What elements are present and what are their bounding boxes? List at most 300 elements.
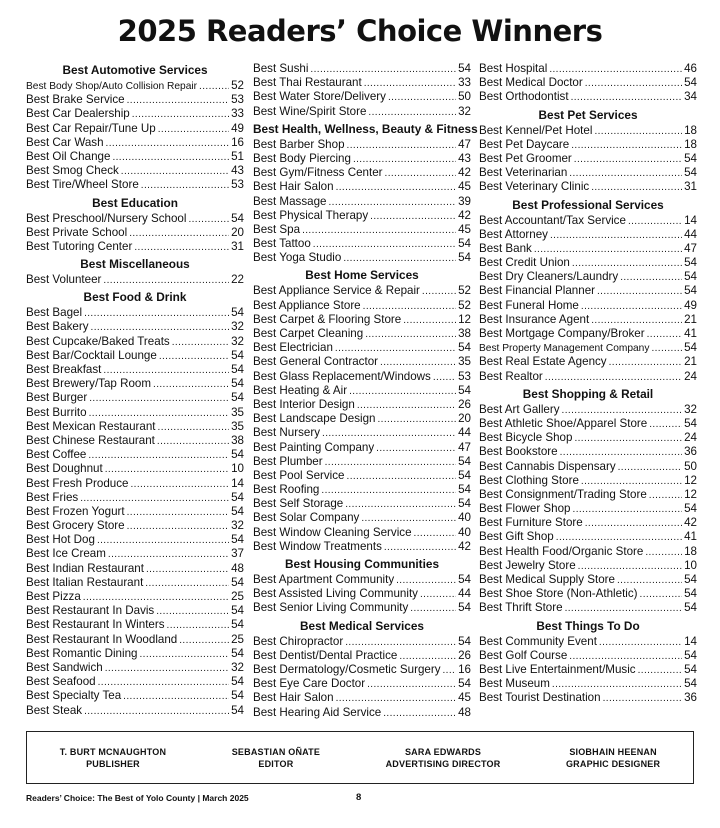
page-reference: 18 xyxy=(684,137,697,151)
dot-leader xyxy=(414,527,457,540)
staff-name: T. BURT MCNAUGHTON xyxy=(59,746,167,757)
page-reference: 20 xyxy=(231,225,244,239)
dot-leader xyxy=(158,123,229,136)
award-entry xyxy=(26,136,244,150)
category-heading: Best Health, Wellness, Beauty & Fitness xyxy=(253,121,478,136)
page-reference: 53 xyxy=(231,178,244,192)
category-heading: Best Housing Communities xyxy=(284,557,440,571)
award-category-label: Best Gym/Fitness Center xyxy=(253,166,383,180)
award-category-label: Best Accountant/Tax Service xyxy=(479,213,626,227)
dot-leader xyxy=(550,229,682,242)
award-category-label: Best Hot Dog xyxy=(26,533,95,547)
dot-leader xyxy=(98,676,229,689)
page-reference: 54 xyxy=(684,677,697,691)
page-reference: 34 xyxy=(684,90,697,104)
award-category-label: Best Car Dealership xyxy=(26,107,130,121)
dot-leader xyxy=(364,77,456,90)
award-category-label: Best Pet Daycare xyxy=(479,137,570,151)
dot-leader xyxy=(172,336,229,349)
page-reference: 54 xyxy=(684,166,697,180)
award-category-label: Best Medical Supply Store xyxy=(479,573,615,586)
category-heading: Best Education xyxy=(92,195,178,210)
staff-name: SIOBHAIN HEENAN xyxy=(569,746,657,757)
award-entry xyxy=(253,412,471,426)
page-number: 8 xyxy=(356,792,362,803)
award-entry xyxy=(253,180,471,194)
page-reference: 54 xyxy=(231,211,244,225)
page-reference: 51 xyxy=(231,149,244,163)
dot-leader xyxy=(80,492,229,505)
page-reference: 54 xyxy=(684,662,697,676)
page-reference: 44 xyxy=(458,587,471,601)
page-reference: 45 xyxy=(458,691,471,705)
award-category-label: Best Window Treatments xyxy=(253,539,382,553)
award-category-label: Best Steak xyxy=(26,703,83,717)
dot-leader xyxy=(638,664,683,677)
dot-leader xyxy=(420,588,456,601)
dot-leader xyxy=(84,705,229,718)
page-reference: 54 xyxy=(231,646,244,660)
page-reference: 54 xyxy=(458,497,471,511)
award-entry xyxy=(253,469,471,483)
award-entry xyxy=(253,251,471,265)
award-category-label: Best Pizza xyxy=(26,590,81,603)
award-category-label: Best Romantic Dining xyxy=(26,646,138,660)
award-entry xyxy=(479,545,697,559)
dot-leader xyxy=(153,378,229,391)
page-reference: 48 xyxy=(458,705,471,719)
dot-leader xyxy=(384,541,456,554)
award-entry xyxy=(253,341,471,355)
award-category-label: Best Specialty Tea xyxy=(26,689,122,703)
dot-leader xyxy=(410,602,456,615)
dot-leader xyxy=(649,489,682,502)
page-reference: 45 xyxy=(458,180,471,194)
award-category-label: Best Furniture Store xyxy=(479,516,583,530)
dot-leader xyxy=(363,300,456,313)
page-reference: 54 xyxy=(684,502,697,516)
award-entry xyxy=(253,511,471,525)
award-category-label: Best Pool Service xyxy=(253,468,345,482)
award-entry xyxy=(253,384,471,398)
award-category-label: Best Body Shop/Auto Collision Repair xyxy=(26,81,198,92)
dot-leader xyxy=(105,662,229,675)
award-entry xyxy=(479,488,697,502)
page-reference: 35 xyxy=(231,405,244,419)
award-entry xyxy=(479,417,697,431)
award-entry xyxy=(253,152,471,166)
page-reference: 14 xyxy=(231,476,244,490)
page-reference: 49 xyxy=(231,121,244,135)
page-reference: 44 xyxy=(458,426,471,440)
dot-leader xyxy=(380,356,456,369)
award-entry xyxy=(479,242,697,256)
page-reference: 33 xyxy=(231,107,244,121)
award-category-label: Best Frozen Yogurt xyxy=(26,504,125,518)
award-entry xyxy=(479,256,697,270)
dot-leader xyxy=(573,503,683,516)
award-entry xyxy=(253,677,471,691)
award-entry xyxy=(26,462,244,476)
dot-leader xyxy=(585,517,682,530)
page-reference: 32 xyxy=(458,104,471,118)
staff-credit xyxy=(232,746,320,770)
dot-leader xyxy=(127,506,229,519)
page-reference: 14 xyxy=(684,213,697,227)
award-entry xyxy=(479,138,697,152)
award-category-label: Best Wine/Spirit Store xyxy=(253,104,367,118)
page-reference: 54 xyxy=(458,62,471,75)
award-category-label: Best Financial Planner xyxy=(479,284,595,298)
award-category-label: Best Museum xyxy=(479,677,550,691)
award-category-label: Best Roofing xyxy=(253,483,320,497)
award-entry xyxy=(253,166,471,180)
dot-leader xyxy=(562,404,683,417)
award-category-label: Best Smog Check xyxy=(26,164,119,178)
award-category-label: Best Eye Care Doctor xyxy=(253,677,366,691)
dot-leader xyxy=(343,252,456,265)
dot-leader xyxy=(103,364,229,377)
award-entry xyxy=(479,431,697,445)
award-entry xyxy=(253,526,471,540)
page-title: 2025 Readers’ Choice Winners xyxy=(117,14,603,48)
page-reference: 42 xyxy=(458,208,471,222)
page-reference: 16 xyxy=(458,662,471,676)
category-heading: Best Miscellaneous xyxy=(80,257,190,272)
dot-leader xyxy=(347,139,457,152)
page-reference: 54 xyxy=(231,575,244,589)
page-reference: 54 xyxy=(231,348,244,362)
dot-leader xyxy=(591,314,682,327)
award-entry xyxy=(26,178,244,192)
award-entry xyxy=(26,335,244,349)
dot-leader xyxy=(97,534,229,547)
award-category-label: Best Athletic Shoe/Apparel Store xyxy=(479,416,648,430)
award-entry xyxy=(479,460,697,474)
award-category-label: Best Sushi xyxy=(253,62,309,75)
page-reference: 52 xyxy=(458,284,471,298)
award-entry xyxy=(253,90,471,104)
dot-leader xyxy=(597,285,682,298)
dot-leader xyxy=(617,574,682,587)
dot-leader xyxy=(581,300,682,313)
award-category-label: Best Self Storage xyxy=(253,497,344,511)
award-entry xyxy=(479,299,697,313)
page-reference: 16 xyxy=(231,135,244,149)
award-entry xyxy=(479,327,697,341)
award-category-label: Best Car Repair/Tune Up xyxy=(26,121,156,135)
dot-leader xyxy=(157,435,229,448)
dot-leader xyxy=(91,321,230,334)
column-2 xyxy=(253,62,478,720)
page-reference: 32 xyxy=(231,334,244,348)
dot-leader xyxy=(552,678,682,691)
award-entry xyxy=(253,635,471,649)
page-reference: 54 xyxy=(458,341,471,355)
dot-leader xyxy=(574,432,682,445)
page-reference: 40 xyxy=(458,525,471,539)
dot-leader xyxy=(368,106,456,119)
award-entry xyxy=(26,391,244,405)
award-category-label: Best Property Management Company xyxy=(479,343,650,355)
award-entry xyxy=(26,590,244,604)
award-category-label: Best Massage xyxy=(253,194,327,208)
dot-leader xyxy=(89,407,230,420)
award-entry xyxy=(253,663,471,677)
award-entry xyxy=(253,195,471,209)
category-heading: Best Medical Services xyxy=(300,618,424,633)
award-entry xyxy=(26,448,244,462)
award-category-label: Best Live Entertainment/Music xyxy=(479,662,636,676)
award-entry xyxy=(479,445,697,459)
category-heading: Best Food & Drink xyxy=(83,290,187,305)
award-entry xyxy=(26,406,244,420)
page-reference: 18 xyxy=(684,123,697,137)
award-entry xyxy=(26,150,244,164)
dot-leader xyxy=(571,91,683,104)
page-reference: 26 xyxy=(458,397,471,411)
page-reference: 39 xyxy=(458,194,471,208)
award-category-label: Best Appliance Service & Repair xyxy=(253,284,420,298)
dot-leader xyxy=(132,108,229,121)
page-reference: 12 xyxy=(458,312,471,326)
page-reference: 46 xyxy=(684,62,697,75)
award-category-label: Best General Contractor xyxy=(253,355,379,369)
dot-leader xyxy=(106,137,230,150)
page-reference: 40 xyxy=(458,511,471,525)
page-reference: 47 xyxy=(684,241,697,255)
dot-leader xyxy=(336,181,457,194)
staff-credit xyxy=(386,746,501,770)
staff-role: EDITOR xyxy=(258,758,294,769)
dot-leader xyxy=(89,392,229,405)
page-reference: 43 xyxy=(231,164,244,178)
dot-leader xyxy=(129,227,229,240)
award-category-label: Best Brewery/Tap Room xyxy=(26,377,152,391)
page-reference: 54 xyxy=(458,601,471,615)
award-category-label: Best Orthodontist xyxy=(479,90,569,104)
dot-leader xyxy=(167,619,230,632)
page-reference: 14 xyxy=(684,634,697,648)
award-category-label: Best Seafood xyxy=(26,675,96,689)
award-entry xyxy=(253,601,471,615)
dot-leader xyxy=(571,139,682,152)
dot-leader xyxy=(367,678,456,691)
award-category-label: Best Golf Course xyxy=(479,648,568,662)
dot-leader xyxy=(569,650,682,663)
page-reference: 41 xyxy=(684,530,697,544)
page-reference: 54 xyxy=(231,391,244,405)
page-reference: 42 xyxy=(458,166,471,180)
page-reference: 54 xyxy=(458,468,471,482)
page-reference: 54 xyxy=(684,270,697,284)
award-entry xyxy=(479,214,697,228)
page-reference: 32 xyxy=(231,320,244,334)
column-3 xyxy=(479,62,697,706)
award-category-label: Best Window Cleaning Service xyxy=(253,525,412,539)
dot-leader xyxy=(349,385,456,398)
page-reference: 54 xyxy=(231,604,244,618)
page-reference: 54 xyxy=(231,306,244,320)
page-reference: 32 xyxy=(684,402,697,416)
award-entry xyxy=(26,226,244,240)
page-reference: 54 xyxy=(231,703,244,717)
dot-leader xyxy=(545,371,682,384)
award-entry xyxy=(26,122,244,136)
award-entry xyxy=(479,341,697,355)
award-entry xyxy=(253,138,471,152)
award-entry xyxy=(26,576,244,590)
page-reference: 33 xyxy=(458,76,471,90)
award-category-label: Best Mexican Restaurant xyxy=(26,419,156,433)
category-heading: Best Automotive Services xyxy=(62,63,208,77)
dot-leader xyxy=(620,271,682,284)
dot-leader xyxy=(127,520,230,533)
award-entry xyxy=(253,483,471,497)
award-category-label: Best Breakfast xyxy=(26,363,102,376)
award-category-label: Best Bar/Cocktail Lounge xyxy=(26,348,157,362)
page-reference: 54 xyxy=(458,251,471,265)
page-reference: 41 xyxy=(684,327,697,340)
page-reference: 50 xyxy=(684,459,697,473)
award-entry xyxy=(253,284,471,298)
award-entry xyxy=(26,505,244,519)
award-category-label: Best Body Piercing xyxy=(253,151,351,165)
dot-leader xyxy=(357,399,456,412)
award-entry xyxy=(26,618,244,632)
award-category-label: Best Appliance Store xyxy=(253,298,361,312)
page-reference: 10 xyxy=(231,462,244,476)
award-category-label: Best Fries xyxy=(26,490,79,504)
page-reference: 47 xyxy=(458,137,471,151)
dot-leader xyxy=(618,461,682,474)
award-category-label: Best Apartment Community xyxy=(253,573,395,586)
page-reference: 20 xyxy=(458,412,471,426)
dot-leader xyxy=(556,531,682,544)
dot-leader xyxy=(335,342,456,355)
page-reference: 45 xyxy=(458,222,471,236)
page-reference: 35 xyxy=(458,355,471,369)
dot-leader xyxy=(127,94,230,107)
page-reference: 52 xyxy=(231,79,244,92)
award-entry xyxy=(26,519,244,533)
dot-leader xyxy=(103,274,229,287)
award-entry xyxy=(253,649,471,663)
award-category-label: Best Brake Service xyxy=(26,93,125,107)
award-category-label: Best Yoga Studio xyxy=(253,251,342,265)
page-reference: 21 xyxy=(684,312,697,326)
dot-leader xyxy=(565,602,683,615)
dot-leader xyxy=(84,307,229,320)
award-entry xyxy=(26,547,244,561)
page-reference: 54 xyxy=(684,151,697,165)
staff-credits-box xyxy=(26,731,694,784)
page-reference: 22 xyxy=(231,273,244,287)
award-entry xyxy=(253,497,471,511)
award-entry xyxy=(26,79,244,93)
dot-leader xyxy=(313,238,456,251)
dot-leader xyxy=(302,224,456,237)
dot-leader xyxy=(105,463,229,476)
page-reference: 54 xyxy=(458,454,471,468)
dot-leader xyxy=(158,421,230,434)
dot-leader xyxy=(322,427,456,440)
page-reference: 32 xyxy=(231,660,244,674)
award-category-label: Best Kennel/Pet Hotel xyxy=(479,123,593,137)
award-entry xyxy=(479,62,697,76)
page-reference: 54 xyxy=(231,618,244,632)
dot-leader xyxy=(345,636,456,649)
award-category-label: Best Chinese Restaurant xyxy=(26,433,155,447)
award-entry xyxy=(479,474,697,488)
page-reference: 54 xyxy=(684,284,697,298)
award-entry xyxy=(479,403,697,417)
award-entry xyxy=(479,152,697,166)
page-reference: 54 xyxy=(458,634,471,648)
page-reference: 38 xyxy=(231,433,244,447)
staff-name: SEBASTIAN OÑATE xyxy=(231,746,321,757)
award-entry xyxy=(253,105,471,119)
page-reference: 54 xyxy=(458,677,471,691)
category-heading: Best Home Services xyxy=(305,268,419,283)
dot-leader xyxy=(112,151,229,164)
dot-leader xyxy=(591,181,682,194)
award-entry xyxy=(26,562,244,576)
dot-leader xyxy=(376,442,456,455)
award-category-label: Best Glass Replacement/Windows xyxy=(253,369,431,383)
page-reference: 54 xyxy=(684,601,697,615)
page-reference: 24 xyxy=(684,431,697,445)
page-reference: 54 xyxy=(684,416,697,430)
award-entry xyxy=(253,691,471,705)
award-entry xyxy=(479,180,697,194)
dot-leader xyxy=(199,80,229,93)
award-entry xyxy=(479,90,697,104)
award-category-label: Best Private School xyxy=(26,225,128,239)
award-entry xyxy=(479,76,697,90)
award-category-label: Best Tourist Destination xyxy=(479,691,601,705)
award-entry xyxy=(26,240,244,254)
award-category-label: Best Flower Shop xyxy=(479,502,571,516)
dot-leader xyxy=(388,91,456,104)
page-reference: 42 xyxy=(684,516,697,530)
page-reference: 32 xyxy=(231,519,244,533)
award-category-label: Best Indian Restaurant xyxy=(26,561,144,575)
dot-leader xyxy=(370,210,456,223)
award-entry xyxy=(26,661,244,675)
dot-leader xyxy=(572,257,682,270)
dot-leader xyxy=(310,63,456,76)
award-category-label: Best Coffee xyxy=(26,448,87,462)
dot-leader xyxy=(159,350,229,363)
dot-leader xyxy=(321,484,456,497)
award-category-label: Best Barber Shop xyxy=(253,137,345,151)
award-category-label: Best Solar Company xyxy=(253,511,360,525)
dot-leader xyxy=(649,418,682,431)
page-reference: 54 xyxy=(684,587,697,601)
award-category-label: Best Gift Shop xyxy=(479,530,554,544)
award-category-label: Best Funeral Home xyxy=(479,298,579,312)
dot-leader xyxy=(146,563,229,576)
dot-leader xyxy=(325,456,457,469)
category-heading: Best Shopping & Retail xyxy=(522,386,654,401)
award-category-label: Best Physical Therapy xyxy=(253,208,369,222)
category-heading: Best Things To Do xyxy=(536,618,640,633)
award-category-label: Best Bookstore xyxy=(479,445,558,459)
award-category-label: Best Community Event xyxy=(479,634,597,648)
page-reference: 54 xyxy=(231,504,244,518)
award-entry xyxy=(253,355,471,369)
